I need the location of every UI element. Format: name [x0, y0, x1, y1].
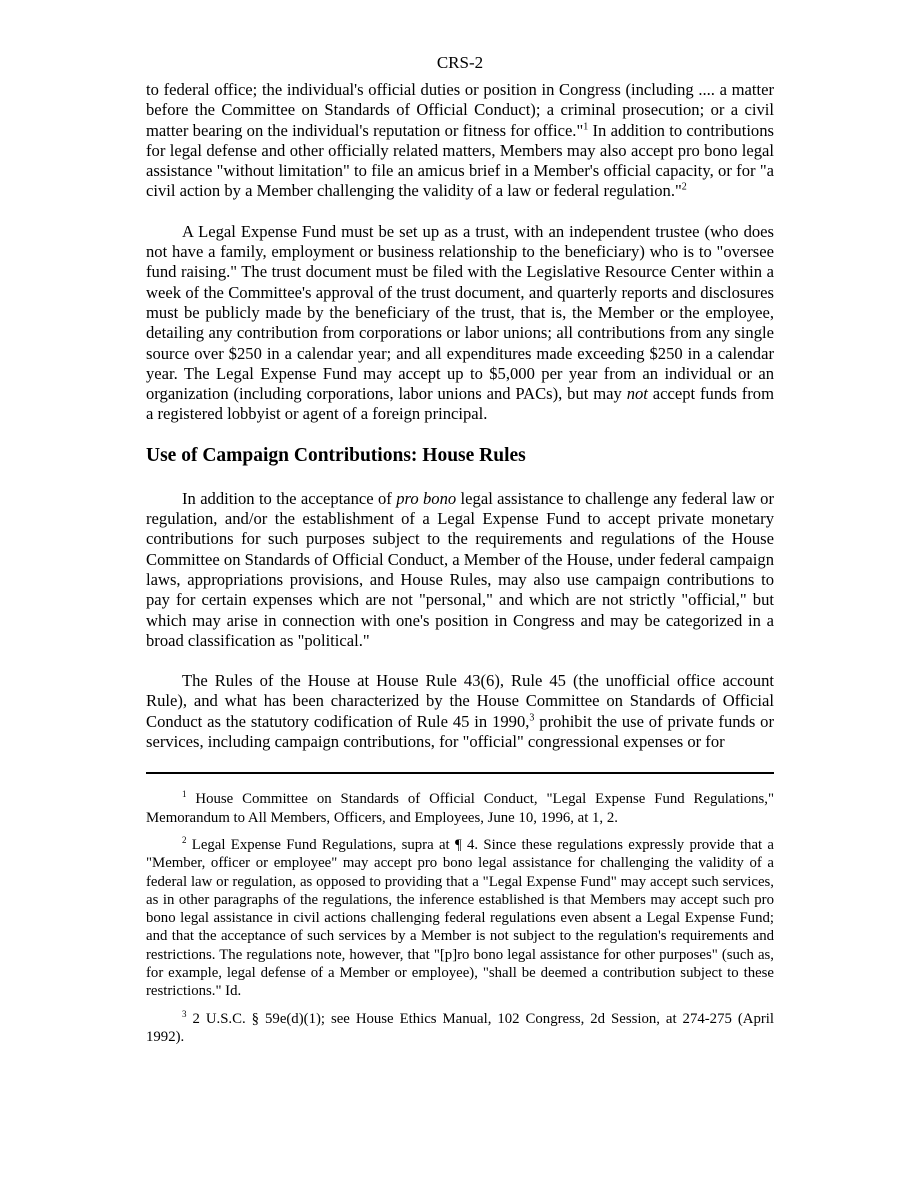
footnote-divider	[146, 772, 774, 774]
paragraph-text: prohibit the use of private funds or services, including campaign contributions, for "official" congressional expenses or for	[146, 711, 774, 752]
paragraph-text: to federal office; the individual's official duties or position in Congress (including .... a matter before the Committee on Standards of Official Conduct); a criminal prosecution; or a civil matter bearing on the individual's reputation or fitness for office."	[146, 80, 774, 140]
footnote-mark: 3	[182, 1008, 187, 1019]
footnote-text: Legal Expense Fund Regulations, supra at ¶ 4. Since these regulations expressly provide that a "Member, officer or employee" may accept pro bono legal assistance for challenging the validity of a federal law or regulation, as opposed to providing that a "Legal Expense Fund" may accept such services, as in other paragraphs of the regulations, the inference established is that Members may accept such pro bono legal assistance in civil actions challenging federal regulations even absent a Legal Expense Fund; and that the acceptance of such services by a Member is not subject to the regulation's requirements and restrictions. The regulations note, however, that "[p]ro bono legal assistance for other purposes" (such as, for example, legal defense of a Member or employee), "shall be deemed a contribution subject to these restrictions." Id.	[146, 836, 774, 1000]
paragraph-legal-defense	[146, 80, 774, 202]
paragraph-text: In addition to contributions for legal defense and other officially related matters, Members may also accept pro bono legal assistance "without limitation" to file an amicus brief in a Member's official capacity, or for "a civil action by a Member challenging the validity of a law or federal regulation."	[146, 120, 774, 201]
page-header: CRS-2	[436, 53, 484, 72]
footnote-mark: 2	[182, 834, 187, 845]
footnote-2	[146, 836, 774, 1001]
footnote-mark: 1	[182, 789, 187, 800]
footnote-ref-1[interactable]: 1	[583, 121, 589, 133]
footnotes	[146, 790, 774, 1046]
emphasis-text: pro bono	[396, 488, 457, 508]
paragraph-pro-bono	[146, 489, 774, 651]
paragraph-text: legal assistance to challenge any federal law or regulation, and/or the establishment of a Legal Expense Fund to accept private monetary contributions for such purposes subject to the requirements and regulations of the House Committee on Standards of Official Conduct, a Member of the House, under federal campaign laws, appropriations provisions, and House Rules, may also use campaign contributions to pay for certain expenses which are not "personal," and which are not strictly "official," but which may arise in connection with one's position in Congress and may be categorized in a broad classification as "political."	[146, 488, 775, 650]
paragraph-text: A Legal Expense Fund must be set up as a trust, with an independent trustee (who does not have a family, employment or business relationship to the beneficiary) who is to "oversee fund raising." The trust document must be filed with the Legislative Resource Center within a week of the Committee's approval of the trust document, and quarterly reports and disclosures must be publicly made by the beneficiary of the trust, that is, the Member or the employee, detailing any contribution from corporations or labor unions; all contributions from any single source over $250 in a calendar year; and all expenditures made exceeding $250 in a calendar year. The Legal Expense Fund may accept up to $5,000 per year from an individual or an organization (including corporations, labor unions and PACs), but may	[146, 221, 774, 404]
footnote-3	[146, 1010, 774, 1047]
paragraph-text: The Rules of the House at House Rule 43(6), Rule 45 (the unofficial office account Rule), and what has been characterized by the House Committee on Standards of Official Conduct as the statutory codification of Rule 45 in 1990,	[146, 671, 774, 731]
paragraph-legal-expense-fund	[146, 222, 774, 425]
footnote-text: House Committee on Standards of Official Conduct, "Legal Expense Fund Regulations," Memorandum to All Members, Officers, and Employees, June 10, 1996, at 1, 2.	[146, 791, 774, 826]
document-page	[146, 52, 774, 1055]
footnote-ref-2[interactable]: 2	[681, 181, 687, 193]
emphasis-text: not	[626, 384, 648, 404]
footnote-ref-3[interactable]: 3	[529, 712, 535, 724]
paragraph-house-rules	[146, 671, 774, 752]
paragraph-text: accept funds from a registered lobbyist or agent of a foreign principal.	[146, 384, 774, 424]
footnote-1	[146, 790, 774, 827]
paragraph-text: In addition to the acceptance of	[182, 488, 397, 508]
section-heading: Use of Campaign Contributions: House Rules	[146, 444, 526, 466]
footnote-text: 2 U.S.C. § 59e(d)(1); see House Ethics Manual, 102 Congress, 2d Session, at 274-275 (April 1992).	[146, 1010, 774, 1045]
